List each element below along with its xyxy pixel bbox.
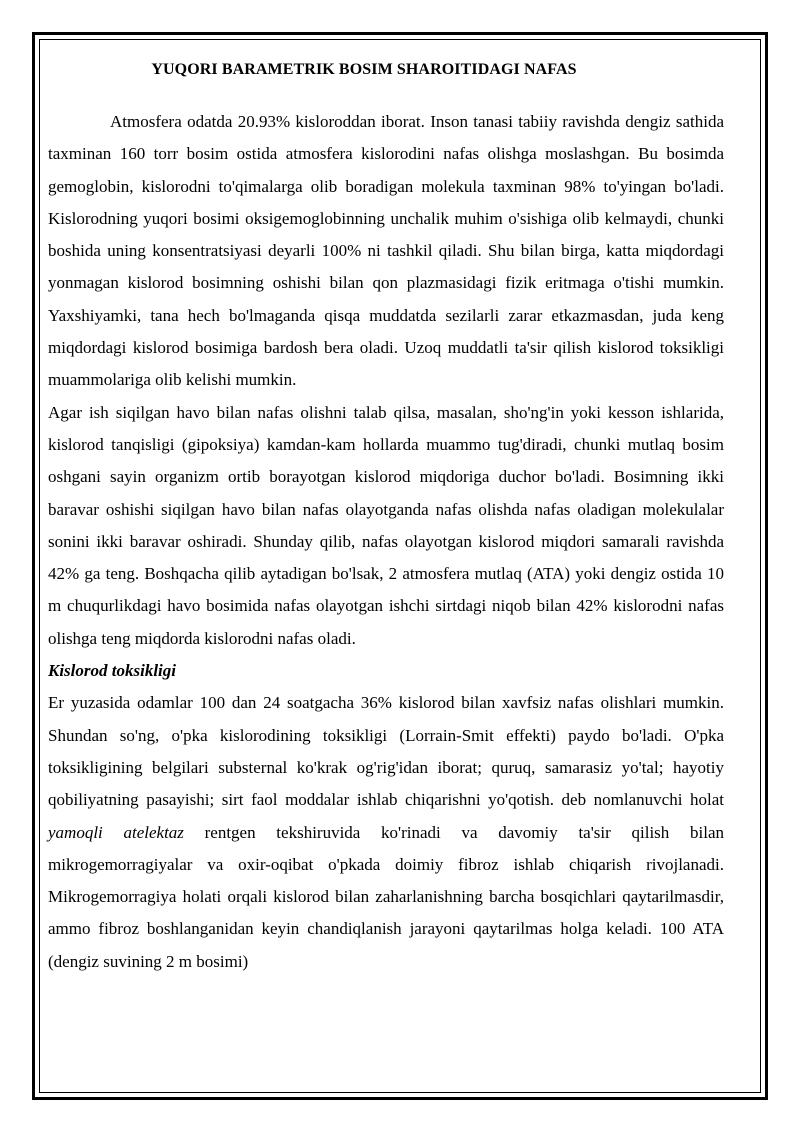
paragraph-text-segment: Er yuzasida odamlar 100 dan 24 soatgacha 36% kislorod bilan xavfsiz nafas olishlari mumkin. Shundan so'ng, o'pka kislorodining toksikligi (Lorrain-Smit effekti) paydo bo'ladi. O'pka toksikligining belgilari substernal ko'krak og'rig'idan iborat; quruq, samarasiz yo'tal; hayotiy qobiliyatning pasayishi; sirt faol moddalar ishlab chiqarishni yo'qotish. deb nomlanuvchi holat <box>48 693 724 810</box>
paragraph-atmosphere: Atmosfera odatda 20.93% kisloroddan iborat. Inson tanasi tabiiy ravishda dengiz sathida taxminan 160 torr bosim ostida atmosfera kislorodini nafas olishga moslashgan. Bu bosimda gemoglobin, kislorodni to'qimalarga olib boradigan molekula taxminan 98% to'yingan bo'ladi. Kislorodning yuqori bosimi oksigemoglobinning unchalik muhim o'sishiga olib kelmaydi, chunki boshida uning konsentratsiyasi deyarli 100% ni tashkil qiladi. Shu bilan birga, katta miqdordagi yonmagan kislorod bosimning oshishi bilan qon plazmasidagi fizik eritmaga o'tishi mumkin. Yaxshiyamki, tana hech bo'lmaganda qisqa muddatda sezilarli zarar etkazmasdan, juda keng miqdordagi kislorod bosimiga bardosh bera oladi. Uzoq muddatli ta'sir qilish kislorod toksikligi muammolariga olib kelishi mumkin. <box>48 112 724 390</box>
section-heading-oxygen-toxicity: Kislorod toksikligi <box>48 661 176 681</box>
paragraph-compressed-air: Agar ish siqilgan havo bilan nafas olishni talab qilsa, masalan, sho'ng'in yoki kesson ishlarida, kislorod tanqisligi (gipoksiya) kamdan-kam hollarda muammo tug'diradi, chunki mutlaq bosim oshgani sayin organizm ortib borayotgan kislorod miqdoriga duchor bo'ladi. Bosimning ikki baravar oshishi siqilgan havo bilan nafas olayotganda nafas olishda nafas oladigan molekulalar sonini ikki baravar oshiradi. Shunday qilib, nafas olayotgan kislorod miqdori samarali ravishda 42% ga teng. Boshqacha qilib aytadigan bo'lsak, 2 atmosfera mutlaq (ATA) yoki dengiz ostida 10 m chuqurlikdagi havo bosimida nafas olayotgan ishchi sirtdagi niqob bilan 42% kislorodni nafas olishga teng miqdorda kislorodni nafas oladi. <box>48 402 724 648</box>
italic-term: yamoqli atelektaz <box>48 822 184 842</box>
paragraph-text-segment: rentgen tekshiruvida ko'rinadi va davomiy ta'sir qilish bilan mikrogemorragiyalar va oxir-oqibat o'pkada doimiy fibroz ishlab chiqarish rivojlanadi. Mikrogemorragiya holati orqali kislorod bilan zaharlanishning barcha bosqichlari qaytarilmasdir, ammo fibroz boshlanganidan keyin chandiqlanish jarayoni qaytarilmas holga keladi. 100 ATA (dengiz suvining 2 m bosimi) <box>48 822 724 971</box>
document-body <box>48 56 724 978</box>
paragraph-oxygen-toxicity <box>48 687 724 978</box>
document-title: YUQORI BARAMETRIK BOSIM SHAROITIDAGI NAFAS <box>151 61 577 78</box>
